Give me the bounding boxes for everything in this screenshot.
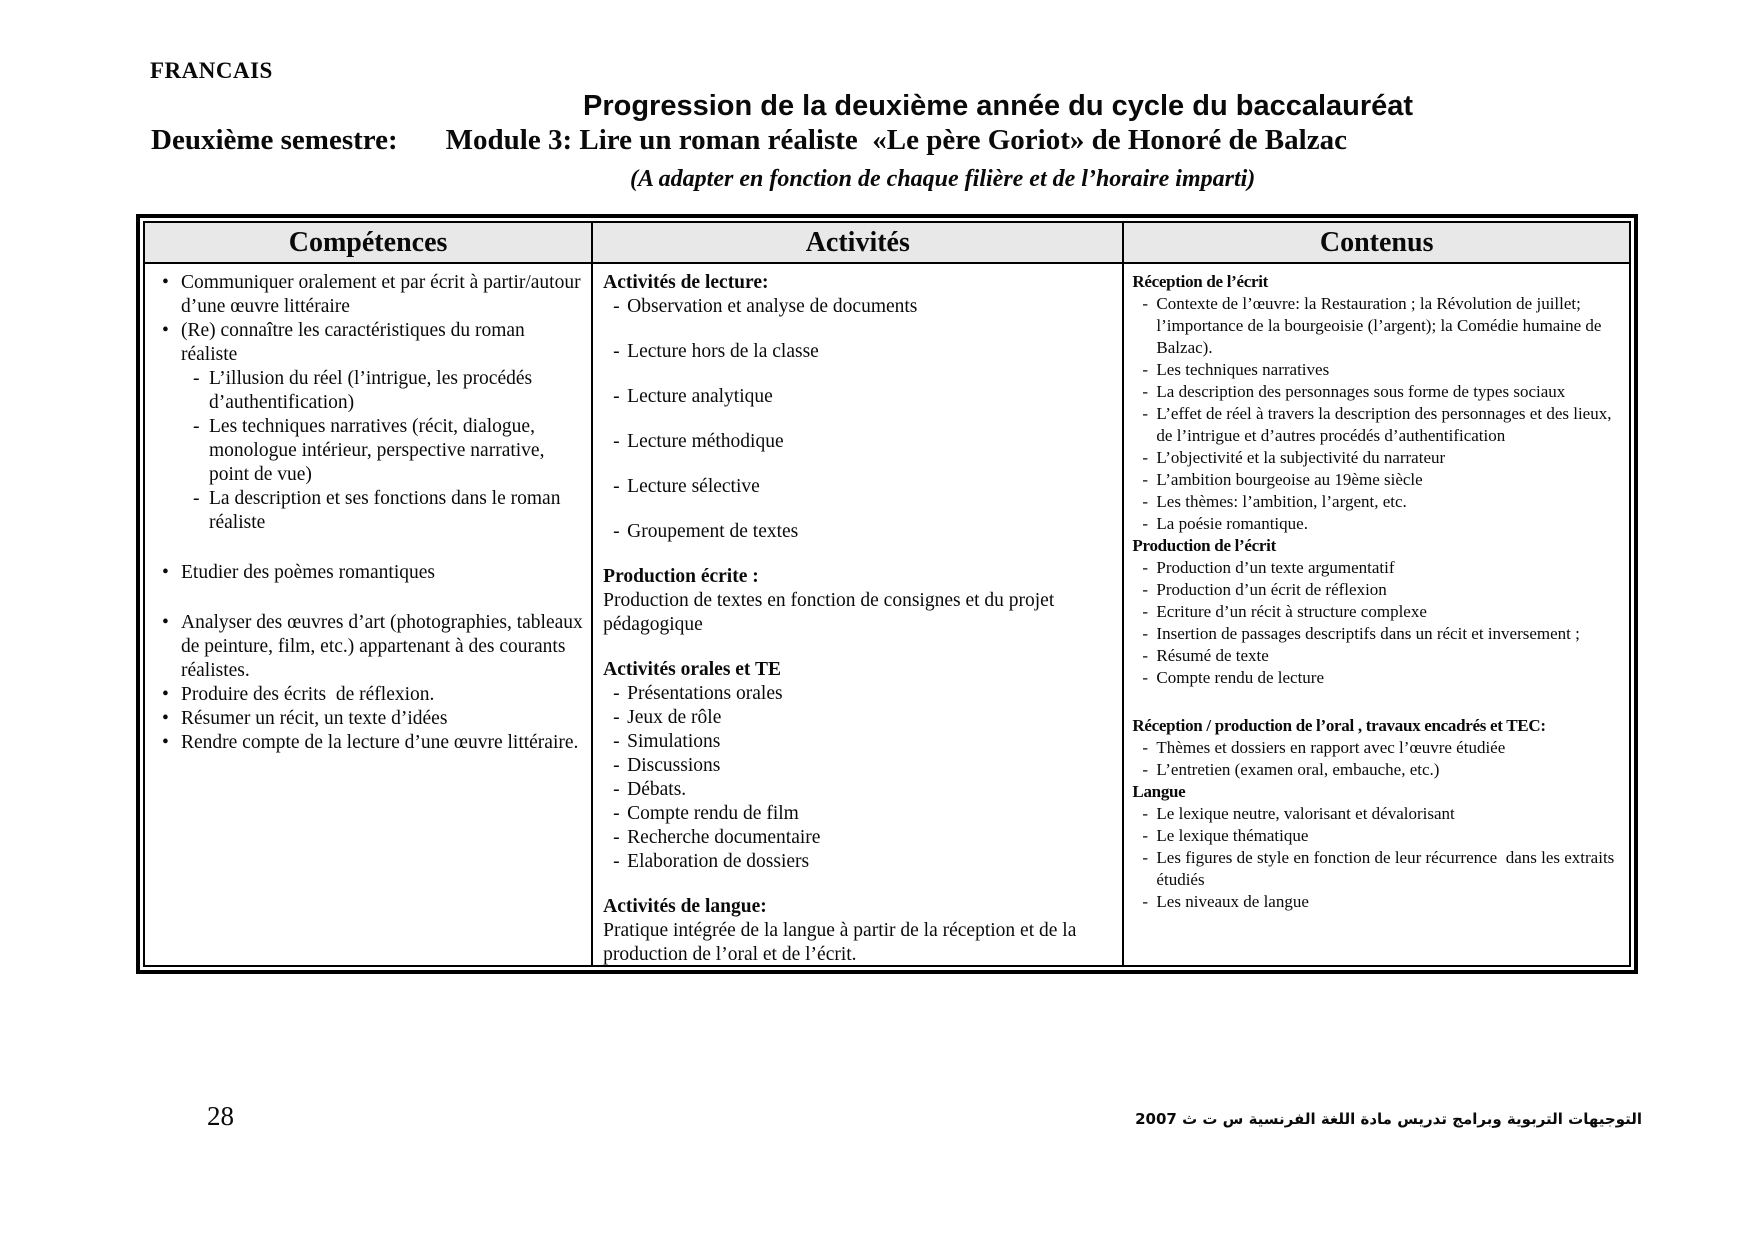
item-text: Lecture analytique	[627, 386, 773, 407]
item-text: Ecriture d’un récit à structure complexe	[1156, 602, 1427, 621]
list-item	[155, 271, 585, 319]
dash-marker: -	[613, 827, 620, 848]
section-heading: Activités de langue:	[603, 896, 767, 917]
item-text: La description des personnages sous forme de types sociaux	[1156, 382, 1566, 401]
list-item	[607, 730, 1116, 754]
dash-marker: -	[193, 416, 200, 437]
section-heading: Production de l’écrit	[1132, 536, 1276, 555]
dash-marker: -	[1142, 470, 1149, 489]
paragraph: Pratique intégrée de la langue à partir de la réception et de la production de l’oral et de l’écrit.	[603, 920, 1077, 965]
footer-note-arabic: التوجيهات التربوية وبرامج تدريس مادة اللغة الفرنسية س ت ث 2007	[1135, 1110, 1642, 1128]
item-text: Insertion de passages descriptifs dans un récit et inversement ;	[1156, 624, 1580, 643]
list-item	[1136, 359, 1625, 381]
dash-marker: -	[1142, 646, 1149, 665]
item-text: Le lexique thématique	[1156, 826, 1309, 845]
item-text: Compte rendu de lecture	[1156, 668, 1324, 687]
item-text: La poésie romantique.	[1156, 514, 1308, 533]
dash-marker: -	[613, 707, 620, 728]
item-text: Les niveaux de langue	[1156, 892, 1309, 911]
list-item	[1136, 759, 1625, 781]
column-header-competences: Compétences	[145, 223, 593, 264]
dash-marker: -	[613, 755, 620, 776]
bullet-marker: •	[162, 612, 169, 633]
item-text: L’entretien (examen oral, embauche, etc.)	[1156, 760, 1440, 779]
dash-marker: -	[1142, 514, 1149, 533]
spacer	[155, 585, 585, 611]
dash-marker: -	[1142, 804, 1149, 823]
dash-marker: -	[1142, 826, 1149, 845]
dash-marker: -	[613, 521, 620, 542]
list-item	[1136, 803, 1625, 825]
item-text: Etudier des poèmes romantiques	[181, 562, 435, 583]
module-title: Module 3: Lire un roman réaliste «Le père Goriot» de Honoré de Balzac	[445, 124, 1347, 156]
dash-marker: -	[1142, 760, 1149, 779]
page-title: Progression de la deuxième année du cycle du baccalauréat	[583, 90, 1414, 122]
dash-marker: -	[613, 851, 620, 872]
list-item	[1136, 601, 1625, 623]
list-item	[155, 611, 588, 683]
item-text: Groupement de textes	[627, 521, 799, 542]
dash-marker: -	[193, 488, 200, 509]
list-item	[1136, 447, 1625, 469]
item-text: Les techniques narratives	[1156, 360, 1330, 379]
dash-marker: -	[1142, 492, 1149, 511]
dash-marker: -	[613, 731, 620, 752]
page-number: 28	[207, 1101, 234, 1131]
dash-marker: -	[1142, 448, 1149, 467]
dash-marker: -	[613, 431, 620, 452]
list-item	[1136, 645, 1625, 667]
dash-marker: -	[613, 779, 620, 800]
item-text: (Re) connaître les caractéristiques du roman réaliste	[181, 320, 530, 365]
item-text: L’objectivité et la subjectivité du narrateur	[1156, 448, 1446, 467]
item-text: Production d’un écrit de réflexion	[1156, 580, 1387, 599]
item-text: Compte rendu de film	[627, 803, 799, 824]
spacer	[603, 319, 1116, 340]
item-text: Débats.	[627, 779, 687, 800]
item-text: Lecture sélective	[627, 476, 760, 497]
list-item	[1136, 579, 1625, 601]
list-item	[155, 683, 585, 707]
dash-marker: -	[1142, 738, 1149, 757]
section-heading: Réception / production de l’oral , travaux encadrés et TEC:	[1132, 716, 1546, 735]
item-text: Recherche documentaire	[627, 827, 821, 848]
item-text: Discussions	[627, 755, 721, 776]
item-text: Présentations orales	[627, 683, 783, 704]
item-text: Elaboration de dossiers	[627, 851, 810, 872]
list-item	[607, 340, 1116, 364]
dash-marker: -	[613, 341, 620, 362]
dash-marker: -	[1142, 602, 1149, 621]
list-item	[607, 754, 1116, 778]
list-item	[607, 430, 1116, 454]
bullet-marker: •	[162, 320, 169, 341]
list-item	[1136, 891, 1625, 913]
list-item	[1136, 623, 1625, 645]
dash-marker: -	[1142, 624, 1149, 643]
list-item	[1136, 513, 1625, 535]
list-item	[607, 778, 1116, 802]
semester-module-line	[151, 124, 1347, 157]
list-item	[155, 319, 585, 367]
semester-label: Deuxième semestre:	[151, 124, 398, 156]
dash-marker: -	[613, 803, 620, 824]
dash-marker: -	[1142, 848, 1149, 867]
item-text: Communiquer oralement et par écrit à partir/autour d’une œuvre littéraire	[181, 272, 586, 317]
dash-marker: -	[1142, 892, 1149, 911]
item-text: Observation et analyse de documents	[627, 296, 918, 317]
list-item	[607, 850, 1116, 874]
subject-label: FRANCAIS	[150, 58, 273, 83]
item-text: Les thèmes: l’ambition, l’argent, etc.	[1156, 492, 1407, 511]
item-text: L’ambition bourgeoise au 19ème siècle	[1156, 470, 1423, 489]
spacer	[603, 364, 1116, 385]
bullet-marker: •	[162, 708, 169, 729]
item-text: L’illusion du réel (l’intrigue, les procédés d’authentification)	[209, 368, 537, 413]
item-text: Résumer un récit, un texte d’idées	[181, 708, 448, 729]
section-heading: Activités de lecture:	[603, 272, 769, 293]
list-item	[1136, 737, 1625, 759]
spacer	[603, 874, 1116, 895]
list-item	[1136, 825, 1625, 847]
progression-table	[136, 214, 1638, 974]
competences-cell	[145, 264, 593, 965]
item-text: Thèmes et dossiers en rapport avec l’œuvre étudiée	[1156, 738, 1506, 757]
item-text: Lecture hors de la classe	[627, 341, 819, 362]
list-item	[1136, 667, 1625, 689]
section-heading: Langue	[1132, 782, 1186, 801]
bullet-marker: •	[162, 272, 169, 293]
item-text: Les figures de style en fonction de leur récurrence dans les extraits étudiés	[1156, 848, 1619, 889]
item-text: La description et ses fonctions dans le roman réaliste	[209, 488, 566, 533]
section-heading: Réception de l’écrit	[1132, 272, 1269, 291]
dash-marker: -	[613, 296, 620, 317]
spacer	[603, 544, 1116, 565]
list-item	[607, 520, 1116, 544]
section-heading: Activités orales et TE	[603, 659, 781, 680]
bullet-marker: •	[162, 562, 169, 583]
dash-marker: -	[1142, 404, 1149, 423]
dash-marker: -	[1142, 580, 1149, 599]
list-item	[607, 802, 1116, 826]
spacer	[603, 637, 1116, 658]
spacer	[1132, 689, 1625, 715]
dash-marker: -	[1142, 558, 1149, 577]
list-item	[607, 385, 1116, 409]
dash-marker: -	[1142, 360, 1149, 379]
item-text: Les techniques narratives (récit, dialogue, monologue intérieur, perspective narrative, point de vue)	[209, 416, 550, 485]
spacer	[603, 499, 1116, 520]
contenus-cell	[1124, 264, 1629, 965]
list-item	[1136, 293, 1625, 359]
activites-cell	[593, 264, 1124, 965]
item-text: Analyser des œuvres d’art (photographies, tableaux de peinture, film, etc.) appartenant à des courants réalistes.	[181, 612, 588, 681]
item-text: Contexte de l’œuvre: la Restauration ; la Révolution de juillet; l’importance de la bourgeoisie (l’argent); la Comédie humaine de Balzac).	[1156, 294, 1606, 357]
spacer	[155, 535, 585, 561]
list-item	[607, 706, 1116, 730]
section-heading: Production écrite :	[603, 566, 759, 587]
item-text: Le lexique neutre, valorisant et dévalorisant	[1156, 804, 1455, 823]
column-header-contenus: Contenus	[1124, 223, 1629, 264]
spacer	[603, 454, 1116, 475]
column-header-activites: Activités	[593, 223, 1124, 264]
list-item	[607, 475, 1116, 499]
item-text: Produire des écrits de réflexion.	[181, 684, 435, 705]
dash-marker: -	[1142, 382, 1149, 401]
list-item	[185, 367, 585, 415]
dash-marker: -	[1142, 294, 1149, 313]
item-text: L’effet de réel à travers la description des personnages et des lieux, de l’intrigue et d’autres procédés d’authentification	[1156, 404, 1616, 445]
item-text: Production d’un texte argumentatif	[1156, 558, 1395, 577]
list-item	[1136, 557, 1625, 579]
item-text: Lecture méthodique	[627, 431, 784, 452]
list-item	[607, 295, 1116, 319]
list-item	[607, 826, 1116, 850]
list-item	[1136, 491, 1625, 513]
item-text: Rendre compte de la lecture d’une œuvre littéraire.	[181, 732, 579, 753]
dash-marker: -	[613, 683, 620, 704]
bullet-marker: •	[162, 732, 169, 753]
list-item	[607, 682, 1116, 706]
spacer	[603, 409, 1116, 430]
list-item	[1136, 847, 1625, 891]
item-text: Simulations	[627, 731, 721, 752]
progression-table-inner	[143, 221, 1631, 967]
dash-marker: -	[1142, 668, 1149, 687]
dash-marker: -	[613, 386, 620, 407]
list-item	[1136, 403, 1625, 447]
adaptation-note: (A adapter en fonction de chaque filière et de l’horaire imparti)	[630, 166, 1256, 192]
list-item	[185, 487, 585, 535]
dash-marker: -	[193, 368, 200, 389]
dash-marker: -	[613, 476, 620, 497]
list-item	[155, 707, 585, 731]
item-text: Résumé de texte	[1156, 646, 1269, 665]
list-item	[1136, 469, 1625, 491]
list-item	[155, 561, 585, 585]
list-item	[185, 415, 585, 487]
item-text: Jeux de rôle	[627, 707, 722, 728]
bullet-marker: •	[162, 684, 169, 705]
list-item	[1136, 381, 1625, 403]
paragraph: Production de textes en fonction de consignes et du projet pédagogique	[603, 590, 1055, 635]
list-item	[155, 731, 585, 755]
